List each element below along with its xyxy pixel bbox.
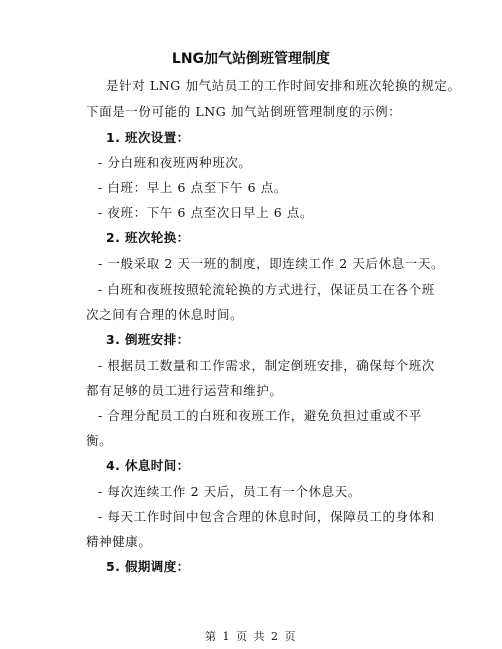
section-3-line-4: 衡。 [86,433,113,448]
intro-line-1: 是针对 LNG 加气站员工的工作时间安排和班次轮换的规定。 [106,78,461,93]
section-3-line-1: - 根据员工数量和工作需求，制定倒班安排，确保每个班次 [98,358,435,373]
section-4-line-3: 精神健康。 [86,534,152,549]
section-2-line-1: - 一般采取 2 天一班的制度，即连续工作 2 天后休息一天。 [98,256,445,271]
section-3-line-2: 都有足够的员工进行运营和维护。 [86,383,283,398]
section-1-line-2: - 白班：早上 6 点至下午 6 点。 [98,180,287,195]
section-2-heading: 2. 班次轮换： [106,230,190,245]
document-title: LNG加气站倒班管理制度 [171,51,331,67]
section-4-line-2: - 每天工作时间中包含合理的休息时间，保障员工的身体和 [98,509,435,524]
section-1-heading: 1. 班次设置： [106,130,190,145]
section-1-line-1: - 分白班和夜班两种班次。 [98,155,252,170]
section-3-line-3: - 合理分配员工的白班和夜班工作，避免负担过重或不平 [98,408,422,423]
section-2-line-2: - 白班和夜班按照轮流轮换的方式进行，保证员工在各个班 [98,282,435,297]
section-2-line-3: 次之间有合理的休息时间。 [86,307,244,322]
intro-line-2: 下面是一份可能的 LNG 加气站倒班管理制度的示例： [86,104,402,119]
section-3-heading: 3. 倒班安排： [106,332,190,347]
page-footer: 第 1 页 共 2 页 [205,630,297,643]
section-5-heading: 5. 假期调度： [106,559,190,574]
section-4-heading: 4. 休息时间： [106,458,190,473]
section-4-line-1: - 每次连续工作 2 天后，员工有一个休息天。 [98,484,361,499]
section-1-line-3: - 夜班：下午 6 点至次日早上 6 点。 [98,205,314,220]
